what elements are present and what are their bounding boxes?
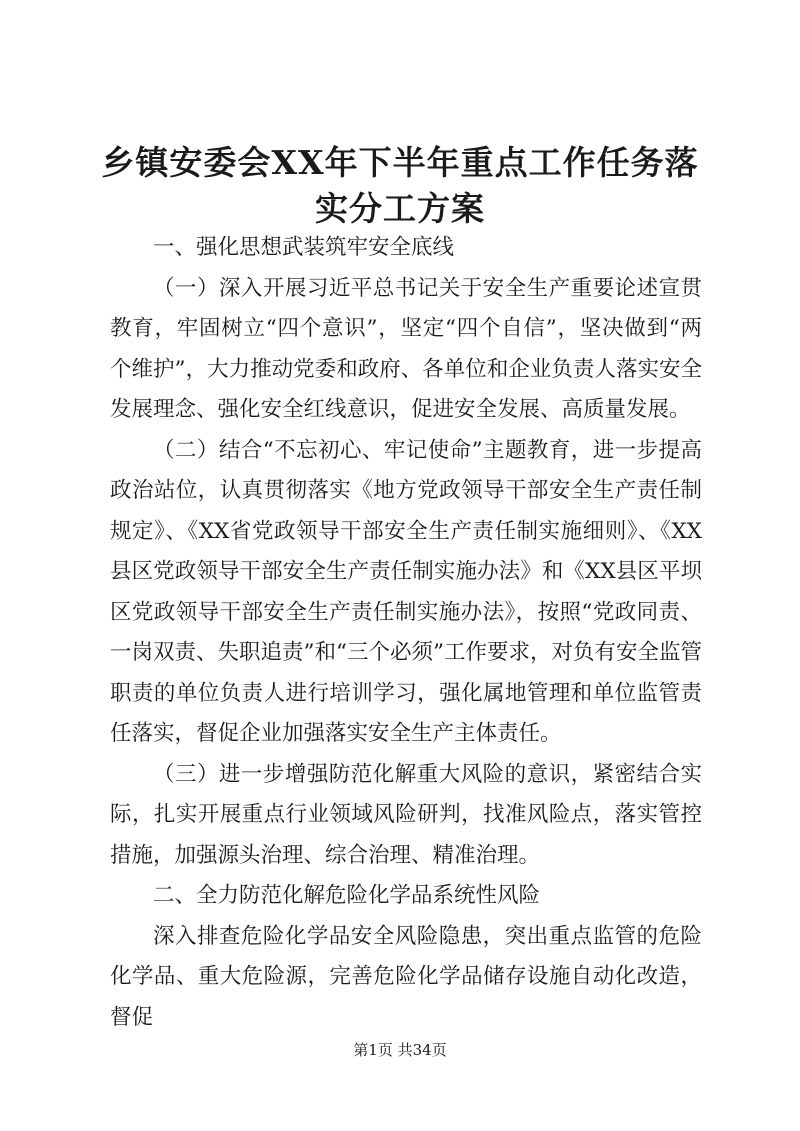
paragraph-1: （一）深入开展习近平总书记关于安全生产重要论述宣贯教育，牢固树立“四个意识”，坚定“四个自信”，坚决做到“两个维护”，大力推动党委和政府、各单位和企业负责人落实安全发展理念、强化安全红线意识，促进安全发展、高质量发展。 [110, 275, 702, 422]
page-footer: 第1页 共34页 [353, 1041, 447, 1059]
section-heading-2: 二、全力防范化解危险化学品系统性风险 [153, 883, 541, 908]
section-heading-1: 一、强化思想武装筑牢安全底线 [153, 235, 455, 260]
paragraph-4: 深入排查危险化学品安全风险隐患，突出重点监管的危险化学品、重大危险源，完善危险化学品储存设施自动化改造，督促 [110, 923, 702, 1030]
paragraph-3: （三）进一步增强防范化解重大风险的意识，紧密结合实际，扎实开展重点行业领域风险研判，找准风险点，落实管控措施，加强源头治理、综合治理、精准治理。 [110, 761, 702, 868]
paragraph-2: （二）结合“不忘初心、牢记使命”主题教育，进一步提高政治站位，认真贯彻落实《地方党政领导干部安全生产责任制规定》、《XX省党政领导干部安全生产责任制实施细则》、《XX县区党政领导干部安全生产责任制实施办法》和《XX县区平坝区党政领导干部安全生产责任制实施办法》，按照“党政同责、一岗双责、失职追责”和“三个必须”工作要求，对负有安全监管职责的单位负责人进行培训学习，强化属地管理和单位监管责任落实，督促企业加强落实安全生产主体责任。 [110, 437, 702, 746]
document-title: 乡镇安委会XX年下半年重点工作任务落实分工方案 [101, 143, 699, 228]
document-body [110, 228, 702, 1038]
